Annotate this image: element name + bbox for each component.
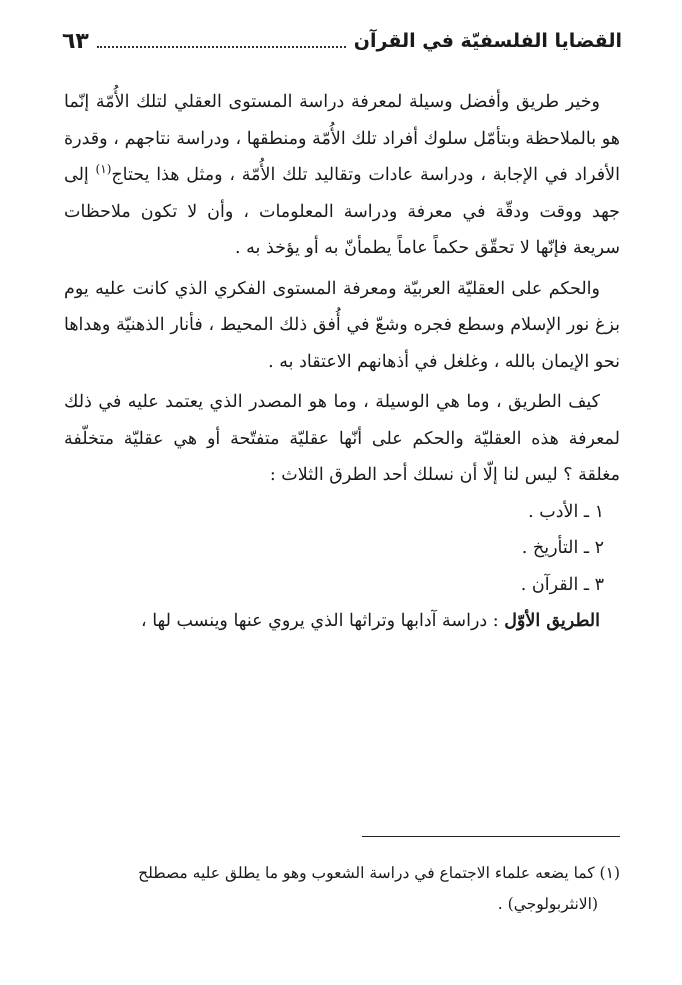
footnote-divider (362, 836, 620, 837)
paragraph-1-rest: إلى جهد ووقت ودقّة في معرفة ودراسة المعلومات ، وأن لا تكون ملاحظات سريعة فإنّها لا تحقّق حكماً عاماً يطمأنّ به أو يؤخذ به . (64, 165, 620, 258)
running-header (62, 26, 622, 56)
page-number: ٦٣ (62, 28, 89, 54)
paragraph-2: والحكم على العقليّة العربيّة ومعرفة المستوى الفكري الذي كانت عليه يوم بزغ نور الإسلام وسطع فجره وشعّ في أُفق ذلك المحيط ، فأنار الذهنيّة وهداها نحو الإيمان بالله ، وغلغل في أذهانهم الاعتقاد به . (64, 278, 620, 372)
header-title: القضايا الفلسفيّة في القرآن (353, 30, 622, 52)
list-item-3: ٣ ـ القرآن . (520, 574, 604, 595)
footnote-line-1: (١) كما يضعه علماء الاجتماع في دراسة الشعوب وهو ما يطلق عليه مصطلح (138, 864, 620, 882)
body-text (64, 84, 620, 640)
paragraph-4 (64, 603, 620, 640)
paragraph-3: كيف الطريق ، وما هي الوسيلة ، وما هو المصدر الذي يعتمد عليه في ذلك لمعرفة هذه العقليّة والحكم على أنّها عقليّة متفتّحة أو هي عقليّة متخلّفة مغلقة ؟ ليس لنا إلّا أن نسلك أحد الطرق الثلاث : (64, 392, 620, 485)
footnote-line-2: (الانثربولوجي) . (497, 895, 598, 913)
list-item-1: ١ ـ الأدب . (528, 501, 604, 522)
paragraph-1 (64, 84, 620, 267)
list-item-2: ٢ ـ التأريخ . (521, 538, 604, 558)
header-dot-leader (97, 46, 346, 48)
footnote-marker: (١) (95, 162, 112, 177)
footnote (64, 858, 620, 920)
paragraph-1-text: وخير طريق وأفضل وسيلة لمعرفة دراسة المستوى العقلي لتلك الأُمّة إنّما هو بالملاحظة وبتأمّل سلوك أفراد تلك الأُمّة ومنطقها ، ودراسة نتاجهم ، وقدرة الأفراد في الإجابة ، ودراسة عادات وتقاليد تلك الأُمّة ، ومثل هذا يحتاج (64, 92, 620, 185)
paragraph-4-text: : دراسة آدابها وتراثها الذي يروي عنها وينسب لها ، (140, 611, 505, 631)
first-way-label: الطريق الأوّل (504, 611, 600, 631)
